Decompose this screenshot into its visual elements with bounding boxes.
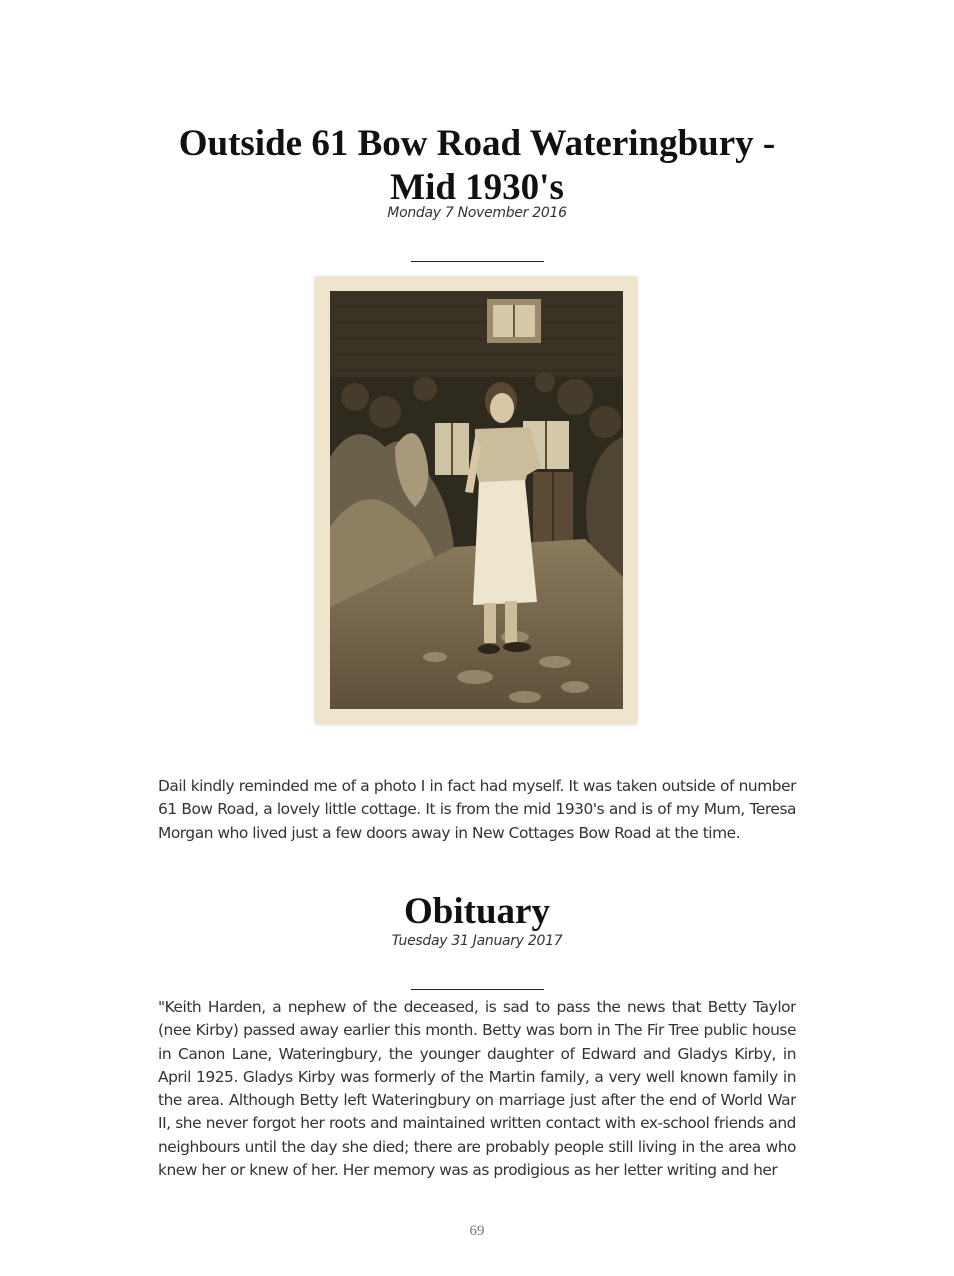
section-date: Monday 7 November 2016: [387, 205, 567, 221]
section-date: Tuesday 31 January 2017: [391, 933, 563, 949]
page-number: 69: [469, 1223, 485, 1239]
section-body: "Keith Harden, a nephew of the deceased, is sad to pass the news that Betty Taylor (nee Kirby) passed away earlier this month. Betty was born in The Fir Tree public house in Canon Lane, Wateringbury, the younger daughter of Edward and Gladys Kirby, in April 1925. Gladys Kirby was formerly of the Martin family, a very well known family in the area. Although Betty left Wateringbury on marriage just after the end of World War II, she never forgot her roots and maintained written contact with ex-school friends and neighbours until the day she died; there are probably people still living in the area who knew her or knew of her. Her memory was as prodigious as her letter writing and her: [158, 998, 796, 1180]
divider: [411, 261, 544, 262]
sepia-photograph: [315, 277, 637, 724]
divider: [411, 989, 544, 990]
section-title: Outside 61 Bow Road Wateringbury - Mid 1930's: [178, 123, 776, 208]
section-body: Dail kindly reminded me of a photo I in fact had myself. It was taken outside of number 61 Bow Road, a lovely little cottage. It is from the mid 1930's and is of my Mum, Teresa Morgan who lived just a few doors away in New Cottages Bow Road at the time.: [158, 777, 796, 842]
photo-image: [315, 277, 637, 724]
section-title: Obituary: [404, 891, 550, 932]
